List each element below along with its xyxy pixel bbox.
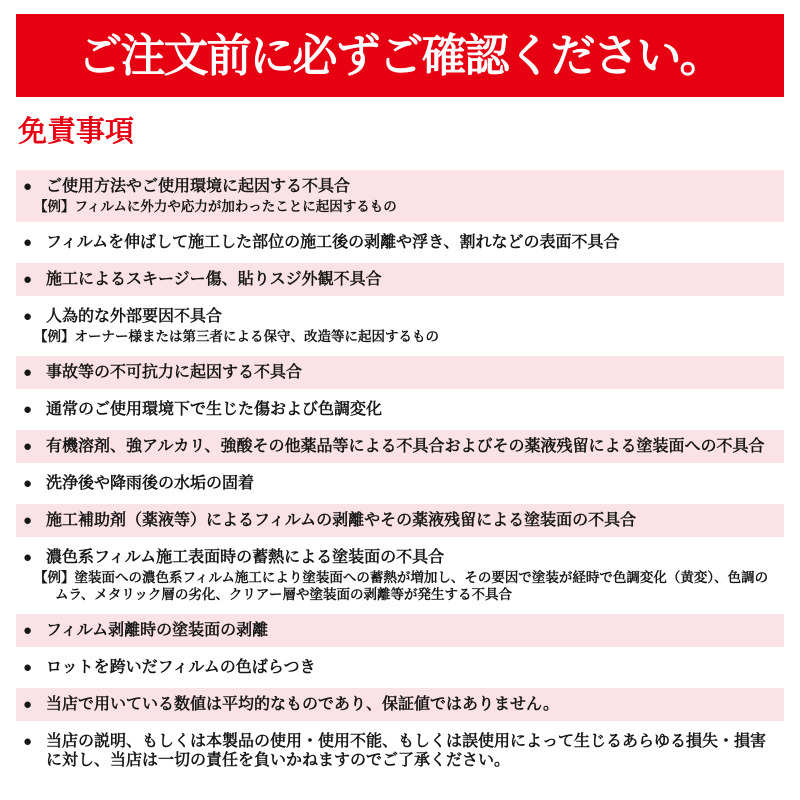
disclaimer-item-main [23,621,774,640]
disclaimer-item [16,688,784,721]
disclaimer-list [16,170,784,777]
disclaimer-item [16,651,784,684]
bullet-icon: ● [23,438,33,455]
disclaimer-item [16,356,784,389]
disclaimer-item-text: 当店で用いている数値は平均的なものであり、保証値ではありません。 [46,696,559,713]
disclaimer-item-text: 当店の説明、もしくは本製品の使用・使用不能、もしくは誤使用によって生じるあらゆる損失・損害に対し、当店は一切の責任を負いかねますのでご了承ください。 [46,733,767,769]
disclaimer-item-text: ご使用方法やご使用環境に起因する不具合 [46,178,351,195]
bullet-icon: ● [23,622,33,639]
bullet-icon: ● [23,733,33,750]
disclaimer-item [16,393,784,426]
disclaimer-item [16,430,784,463]
disclaimer-item-main [23,695,774,714]
disclaimer-item-text: 施工補助剤（薬液等）によるフィルムの剥離やその薬液残留による塗装面の不具合 [46,512,637,529]
disclaimer-item-main [23,658,774,677]
disclaimer-item [16,614,784,647]
disclaimer-item-main [23,548,774,567]
disclaimer-item [16,725,784,777]
bullet-icon: ● [23,364,33,381]
disclaimer-item-text: 事故等の不可抗力に起因する不具合 [46,364,303,381]
disclaimer-item-main [23,511,774,530]
disclaimer-item [16,226,784,259]
bullet-icon: ● [23,696,33,713]
disclaimer-item-text: ロットを跨いだフィルムの色ばらつき [46,659,316,676]
bullet-icon: ● [23,475,33,492]
bullet-icon: ● [23,401,33,418]
attention-banner-text: ご注文前に必ずご確認ください。 [77,30,723,81]
bullet-icon: ● [23,234,33,251]
disclaimer-item-text: フィルム剥離時の塗装面の剥離 [46,622,269,639]
disclaimer-item-text: 濃色系フィルム施工表面時の蓄熱による塗装面の不具合 [46,549,445,566]
disclaimer-item [16,263,784,296]
disclaimer-item-text: 人為的な外部要因不具合 [46,308,223,325]
section-title-disclaimer: 免責事項 [18,116,135,148]
disclaimer-item-text: 通常のご使用環境下で生じた傷および色調変化 [46,401,383,418]
disclaimer-item-main [23,363,774,382]
disclaimer-item-main [23,177,774,196]
bullet-icon: ● [23,178,33,195]
disclaimer-item-text: 有機溶剤、強アルカリ、強酸その他薬品等による不具合およびその薬液残留による塗装面への不具合 [46,438,765,455]
disclaimer-item-example: 【例】塗装面への濃色系フィルム施工により塗装面への蓄熱が増加し、その要因で塗装が経時で色調変化（黄変）、色調のムラ、メタリック層の劣化、クリアー層や塗装面の剥離等が発生する不具合 [34,570,769,602]
disclaimer-item-main [23,474,774,493]
bullet-icon: ● [23,308,33,325]
disclaimer-item [16,300,784,352]
bullet-icon: ● [23,659,33,676]
disclaimer-item [16,504,784,537]
disclaimer-item-main [23,270,774,289]
disclaimer-item-text: 洗浄後や降雨後の水垢の固着 [46,475,255,492]
disclaimer-item [16,541,784,610]
disclaimer-item-main [23,437,774,456]
disclaimer-item-text: フィルムを伸ばして施工した部位の施工後の剥離や浮き、割れなどの表面不具合 [46,234,620,251]
bullet-icon: ● [23,271,33,288]
disclaimer-item [16,467,784,500]
disclaimer-item-text: 施工によるスキージー傷、貼りスジ外観不具合 [46,271,382,288]
disclaimer-item-example: 【例】フィルムに外力や応力が加わったことに起因するもの [34,199,397,214]
disclaimer-item-example: 【例】オーナー様または第三者による保守、改造等に起因するもの [34,329,439,344]
disclaimer-item-main [23,307,774,326]
disclaimer-item-main [23,400,774,419]
bullet-icon: ● [23,512,33,529]
disclaimer-item [16,170,784,222]
attention-banner [16,14,784,97]
bullet-icon: ● [23,549,33,566]
disclaimer-item-main [23,732,774,770]
disclaimer-item-main [23,233,774,252]
